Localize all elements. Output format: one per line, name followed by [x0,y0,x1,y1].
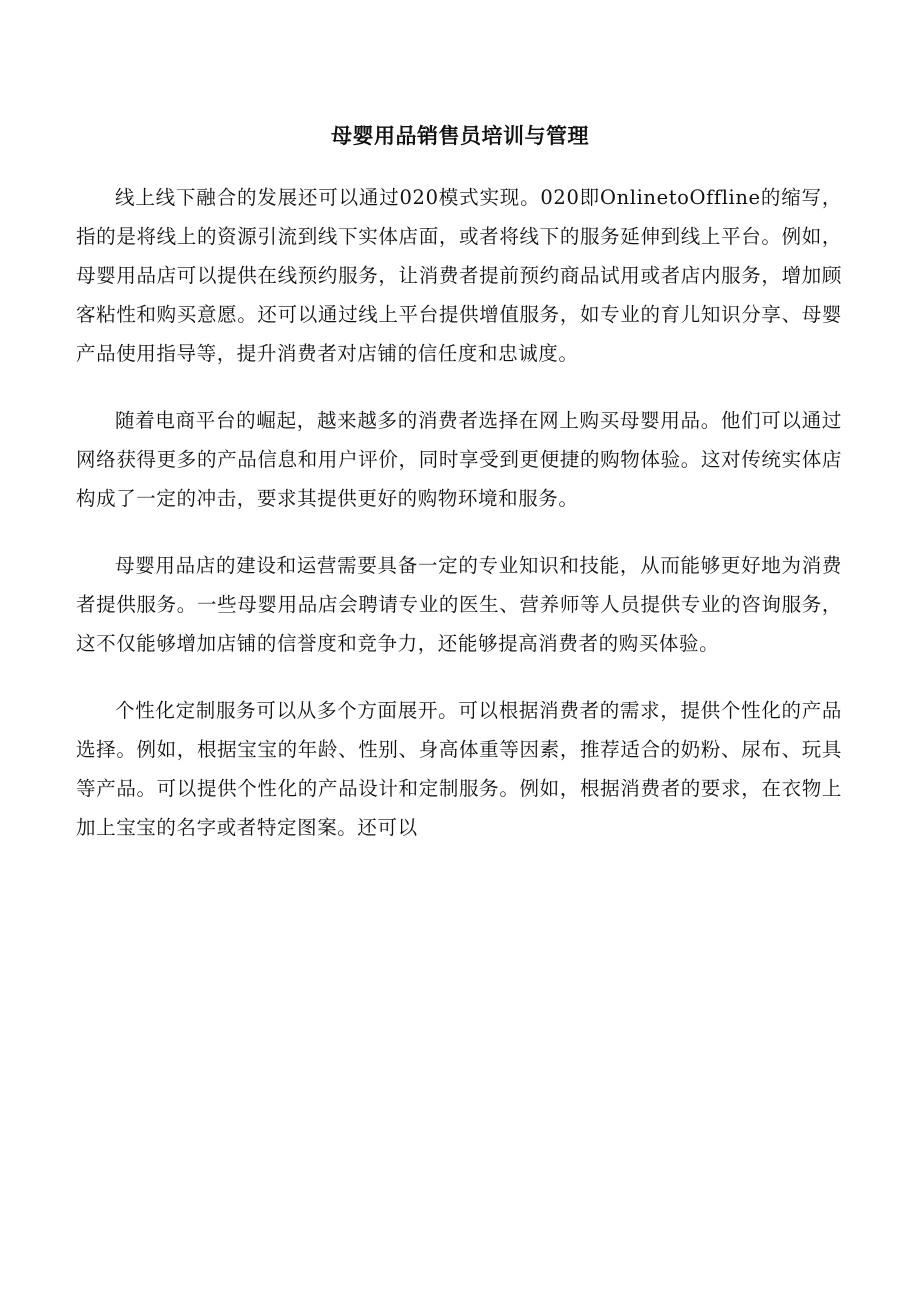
paragraph-o2o-model: 线上线下融合的发展还可以通过020模式实现。020即OnlinetoOffline的缩写，指的是将线上的资源引流到线下实体店面，或者将线下的服务延伸到线上平台。例如，母婴用品店可以提供在线预约服务，让消费者提前预约商品试用或者店内服务，增加顾客粘性和购买意愿。还可以通过线上平台提供增值服务，如专业的育儿知识分享、母婴产品使用指导等，提升消费者对店铺的信任度和忠诚度。 [76,186,842,365]
document-body [76,178,842,875]
paragraph-professional-service: 母婴用品店的建设和运营需要具备一定的专业知识和技能，从而能够更好地为消费者提供服务。一些母婴用品店会聘请专业的医生、营养师等人员提供专业的咨询服务，这不仅能够增加店铺的信誉度和竞争力，还能够提高消费者的购买体验。 [76,554,842,655]
paragraph-personalized-service: 个性化定制服务可以从多个方面展开。可以根据消费者的需求，提供个性化的产品选择。例如，根据宝宝的年龄、性别、身高体重等因素，推荐适合的奶粉、尿布、玩具等产品。可以提供个性化的产品设计和定制服务。例如，根据消费者的要求，在衣物上加上宝宝的名字或者特定图案。还可以 [76,699,842,839]
paragraph-ecommerce-rise: 随着电商平台的崛起，越来越多的消费者选择在网上购买母婴用品。他们可以通过网络获得更多的产品信息和用户评价，同时享受到更便捷的购物体验。这对传统实体店构成了一定的冲击，要求其提供更好的购物环境和服务。 [76,409,842,510]
document-title: 母婴用品销售员培训与管理 [331,124,589,148]
